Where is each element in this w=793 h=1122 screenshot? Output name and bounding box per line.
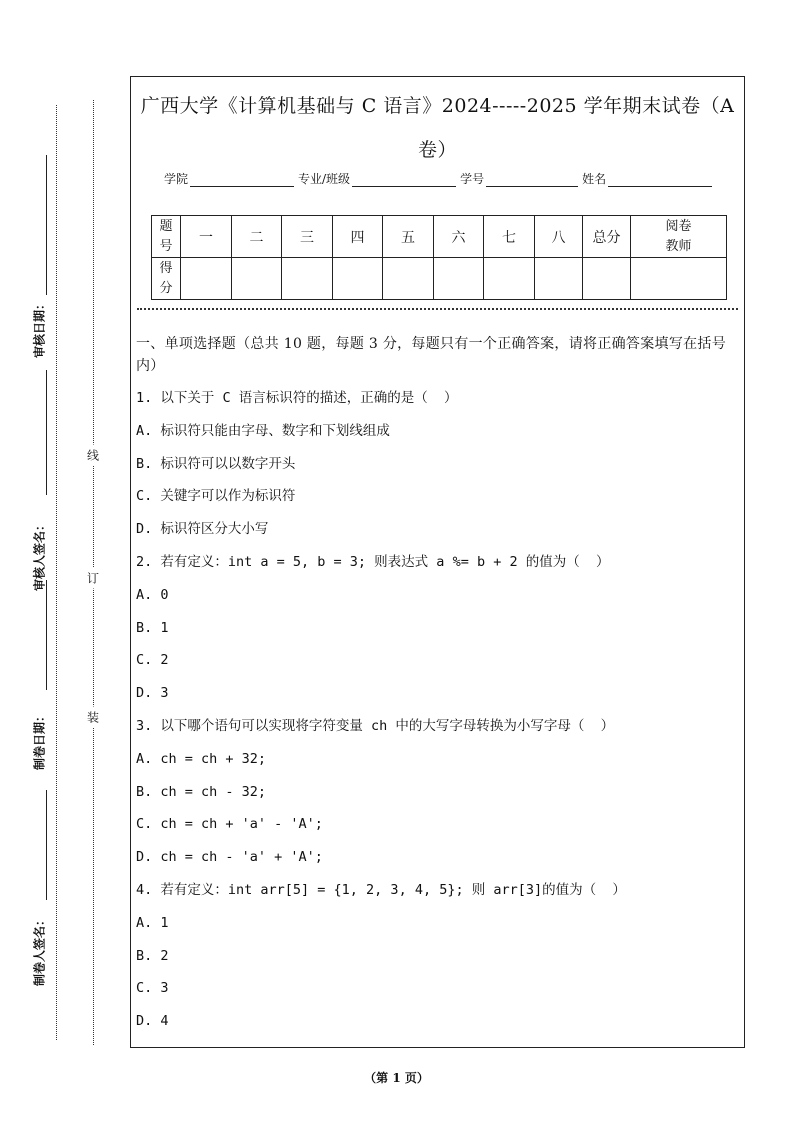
- reviewer-sign-label: 审核人签名：: [32, 518, 47, 592]
- make-date-underline: [46, 580, 47, 690]
- question-4: 4. 若有定义：int arr[5] = {1, 2, 3, 4, 5}; 则 arr[3]的值为（ ）: [136, 881, 626, 898]
- option-4a: A. 1: [136, 914, 169, 931]
- score-col-total: 总分: [583, 216, 631, 258]
- score-col-1: 一: [181, 216, 232, 258]
- option-1c: C. 关键字可以作为标识符: [136, 488, 296, 505]
- option-3c: C. ch = ch + 'a' - 'A';: [136, 816, 323, 833]
- score-cell[interactable]: [434, 258, 484, 300]
- dotted-divider: [137, 308, 738, 310]
- section-title: 一、单项选择题（总共 10 题，每题 3 分，每题只有一个正确答案，请将正确答案填写在括号内）: [136, 336, 727, 374]
- name-label: 姓名: [582, 172, 607, 186]
- left-dotted-line: [56, 105, 57, 1040]
- binding-char-bind: 订: [87, 568, 99, 589]
- option-3d: D. ch = ch - 'a' + 'A';: [136, 849, 323, 866]
- score-cell[interactable]: [181, 258, 232, 300]
- reviewer-sign-underline: [46, 370, 47, 495]
- score-cell[interactable]: [484, 258, 535, 300]
- option-4c: C. 3: [136, 980, 169, 997]
- maker-sign-underline: [46, 790, 47, 900]
- review-date-underline: [46, 155, 47, 295]
- exam-title-line1: 广西大学《计算机基础与 C 语言》2024-----2025 学年期末试卷（A: [140, 95, 735, 117]
- score-col-3: 三: [282, 216, 333, 258]
- question-3: 3. 以下哪个语句可以实现将字符变量 ch 中的大写字母转换为小写字母（ ）: [136, 717, 615, 734]
- score-table: [151, 215, 727, 300]
- review-date-label: 审核日期：: [32, 297, 47, 359]
- option-2a: A. 0: [136, 586, 169, 603]
- student-id-label: 学号: [460, 172, 485, 186]
- option-2d: D. 3: [136, 685, 169, 702]
- score-cell[interactable]: [282, 258, 333, 300]
- option-4d: D. 4: [136, 1013, 169, 1030]
- major-label: 专业/班级: [298, 172, 351, 186]
- option-1d: D. 标识符区分大小写: [136, 521, 269, 538]
- make-date-label: 制卷日期：: [32, 709, 47, 771]
- option-2b: B. 1: [136, 619, 169, 636]
- score-col-8: 八: [535, 216, 583, 258]
- college-field[interactable]: [190, 172, 294, 187]
- score-table-header-label: 题号: [152, 216, 181, 258]
- major-field[interactable]: [352, 172, 456, 187]
- option-3b: B. ch = ch - 32;: [136, 783, 267, 800]
- exam-title: [130, 84, 745, 172]
- score-col-reviewer: 阅卷教师: [631, 216, 727, 258]
- binding-char-line: 线: [87, 445, 99, 466]
- score-col-2: 二: [232, 216, 282, 258]
- score-cell[interactable]: [583, 258, 631, 300]
- option-1a: A. 标识符只能由字母、数字和下划线组成: [136, 422, 390, 439]
- score-col-5: 五: [383, 216, 434, 258]
- question-1: 1. 以下关于 C 语言标识符的描述，正确的是（ ）: [136, 390, 458, 406]
- score-cell[interactable]: [631, 258, 727, 300]
- student-info-row: [164, 170, 716, 187]
- student-id-field[interactable]: [486, 172, 578, 187]
- score-cell[interactable]: [333, 258, 383, 300]
- binding-char-seal: 装: [87, 707, 99, 728]
- score-col-4: 四: [333, 216, 383, 258]
- score-col-7: 七: [484, 216, 535, 258]
- option-4b: B. 2: [136, 947, 169, 964]
- score-cell[interactable]: [232, 258, 282, 300]
- option-2c: C. 2: [136, 652, 169, 669]
- college-label: 学院: [164, 172, 189, 186]
- page-number: （第 1 页）: [364, 1071, 429, 1085]
- maker-sign-label: 制卷人签名：: [32, 913, 47, 987]
- score-col-6: 六: [434, 216, 484, 258]
- exam-content: [136, 333, 738, 1043]
- score-cell[interactable]: [383, 258, 434, 300]
- name-field[interactable]: [608, 172, 712, 187]
- option-1b: B. 标识符可以以数字开头: [136, 455, 296, 472]
- score-table-row-label: 得分: [152, 258, 181, 300]
- exam-title-line2: 卷）: [417, 139, 457, 161]
- question-2: 2. 若有定义：int a = 5, b = 3; 则表达式 a %= b + 2 的值为（ ）: [136, 553, 610, 570]
- option-3a: A. ch = ch + 32;: [136, 750, 267, 767]
- score-cell[interactable]: [535, 258, 583, 300]
